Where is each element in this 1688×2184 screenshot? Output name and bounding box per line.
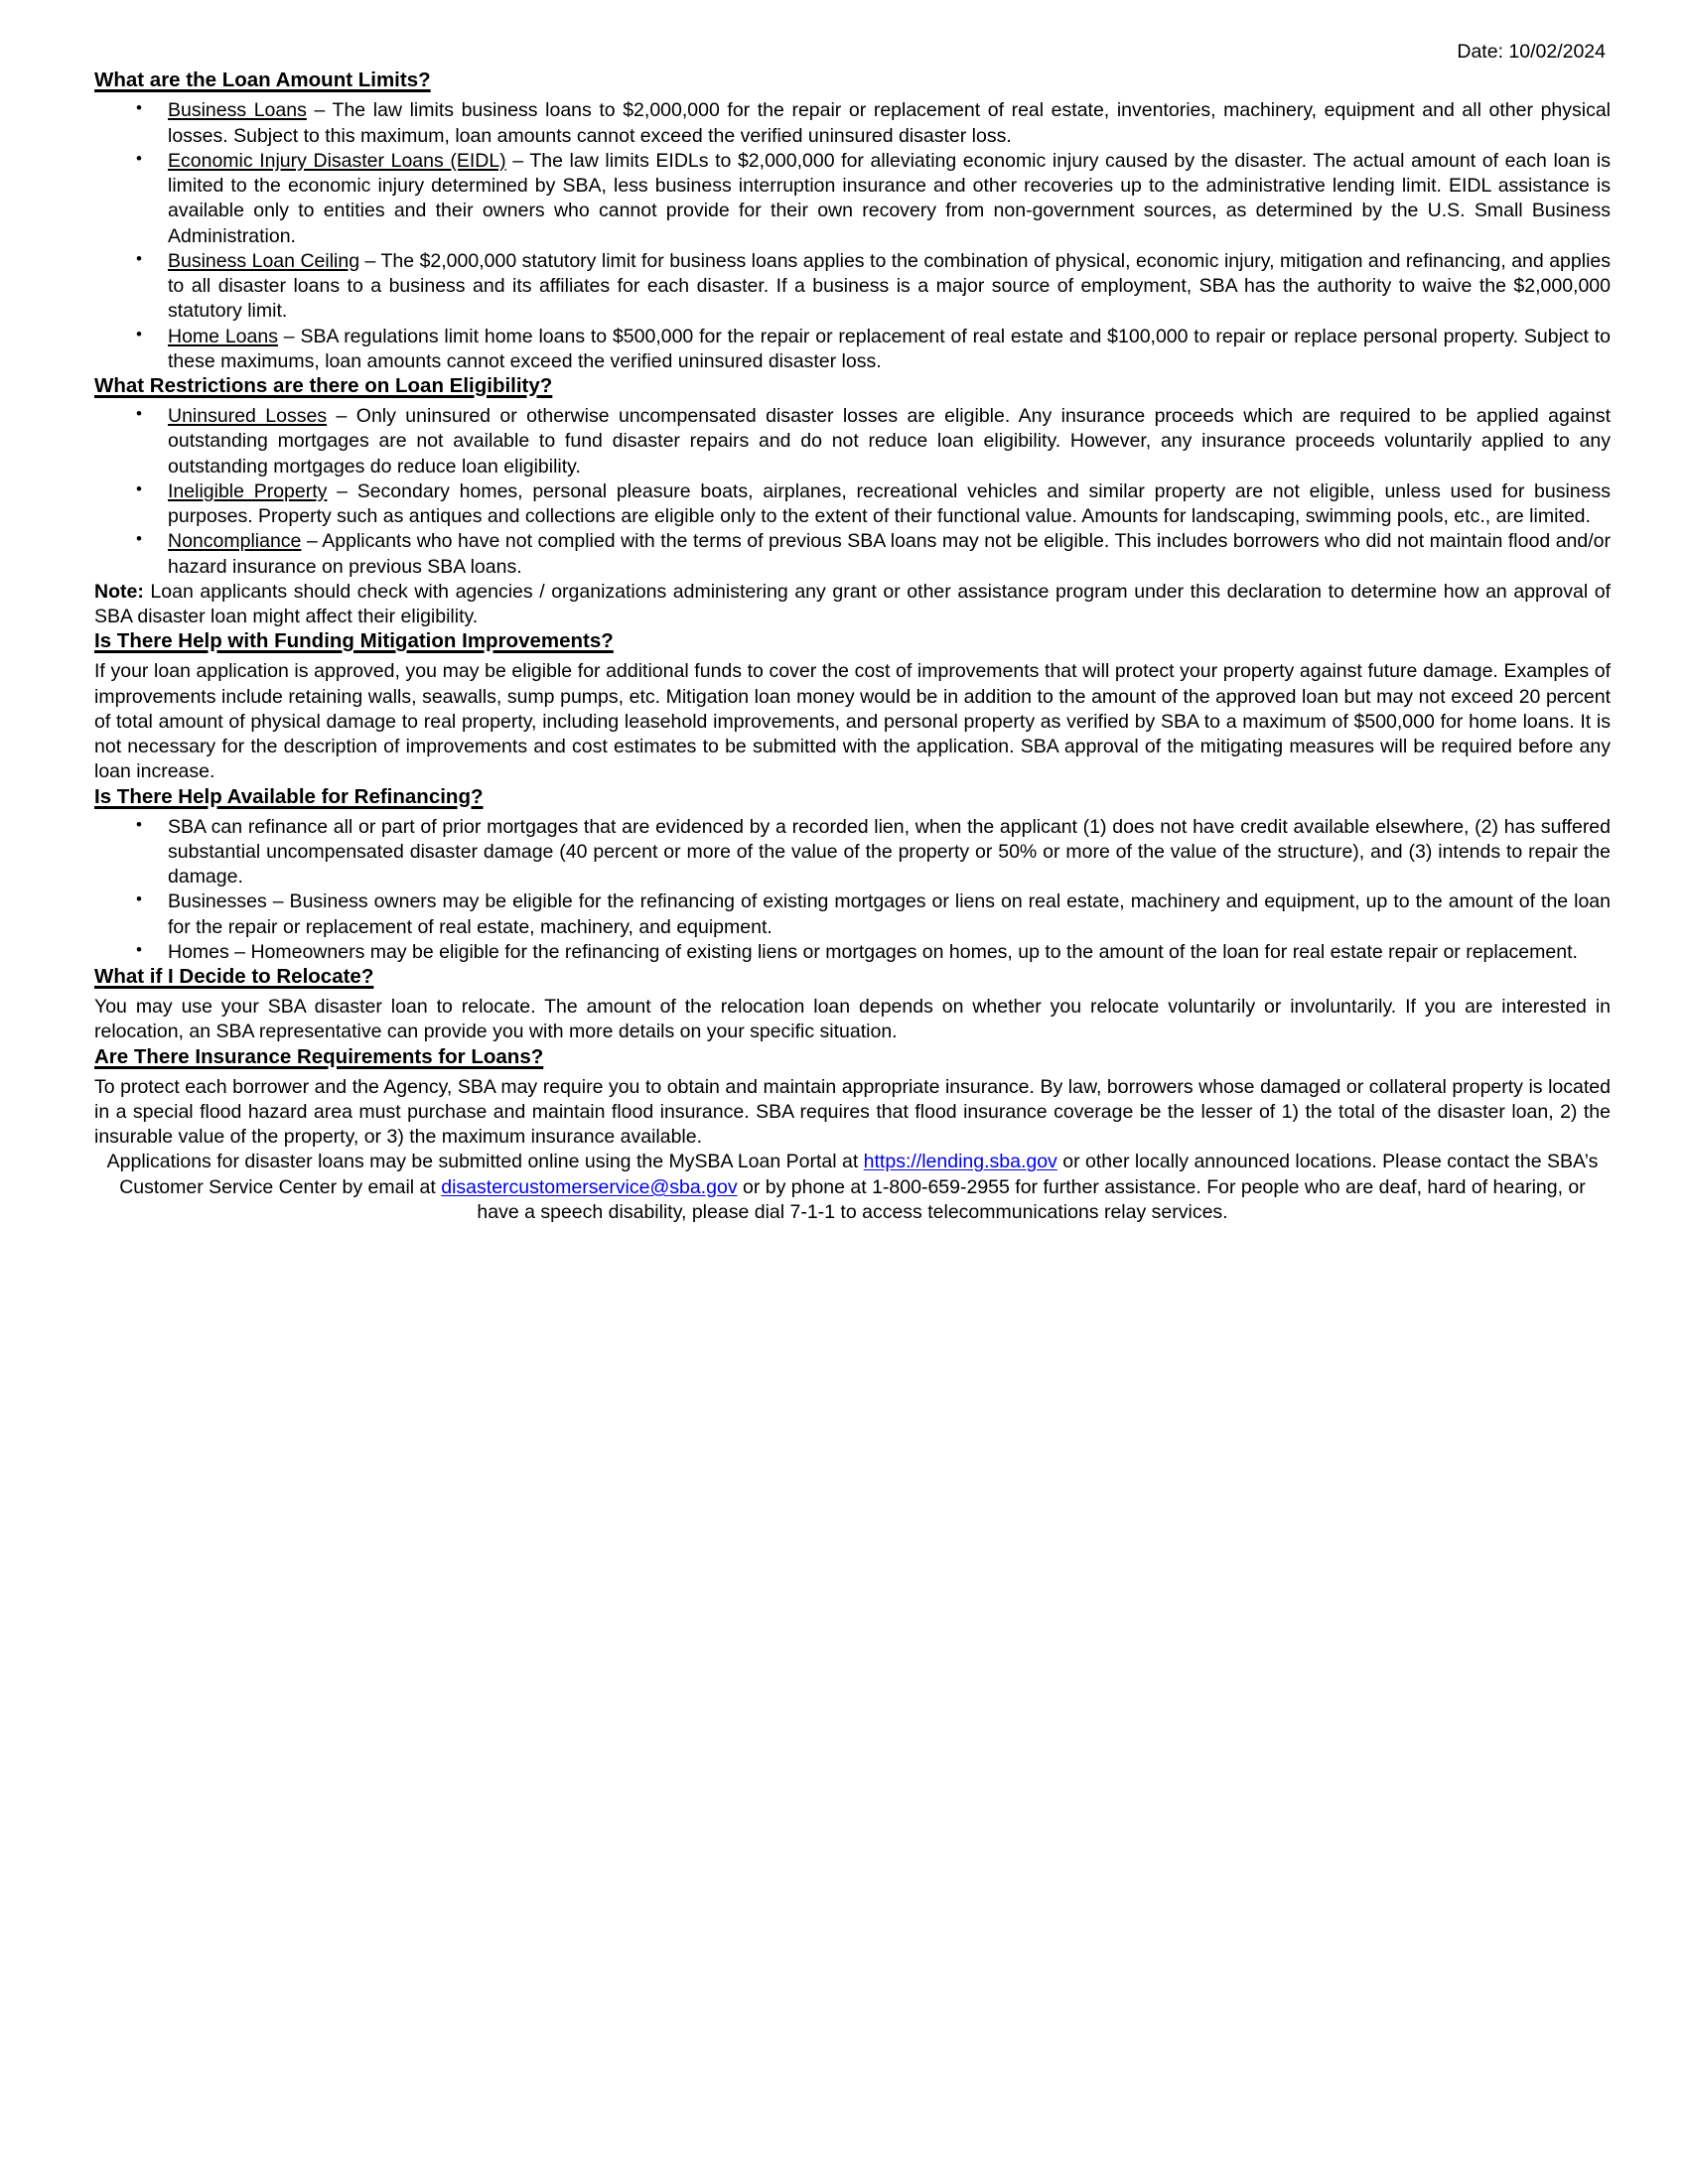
list-item — [94, 529, 1611, 580]
bullet-text: The law limits business loans to $2,000,000 for the repair or replacement of real estate, inventories, machinery, equipment and all other physical losses. Subject to this maximum, loan amounts cannot exceed the verified uninsured disaster loss. — [168, 99, 1612, 147]
bullet-text: Homes – Homeowners may be eligible for the refinancing of existing liens or mortgages on homes, up to the amount of the loan for real estate repair or replacement. — [168, 940, 1578, 963]
list-item — [94, 940, 1611, 965]
heading-mitigation-improvements — [94, 629, 1611, 653]
bullet-dash: – — [327, 405, 356, 428]
heading-insurance-requirements-text: Are There Insurance Requirements for Loans? — [94, 1044, 544, 1068]
note-label: Note: — [94, 580, 144, 603]
bullet-text: SBA can refinance all or part of prior mortgages that are evidenced by a recorded lien, when the applicant (1) does not have credit available elsewhere, (2) has suffered substantial uncompensated disaster damage (40 percent or more of the value of the property or 50% or more of the value of the structure), and (3) intends to repair the damage. — [168, 815, 1611, 888]
bullet-term: Economic Injury Disaster Loans (EIDL) — [168, 149, 506, 172]
bullet-term: Business Loan Ceiling — [168, 249, 360, 272]
list-item — [94, 815, 1611, 890]
list-refinancing — [94, 815, 1611, 966]
list-item — [94, 149, 1611, 249]
heading-relocate — [94, 965, 1611, 989]
list-loan-eligibility-restrictions — [94, 404, 1611, 580]
list-item — [94, 325, 1611, 375]
bullet-dash: – — [505, 149, 530, 172]
bullet-term: Uninsured Losses — [168, 405, 328, 428]
list-item — [94, 98, 1611, 149]
heading-mitigation-improvements-text: Is There Help with Funding Mitigation Improvements? — [94, 629, 614, 653]
heading-insurance-requirements — [94, 1045, 1611, 1069]
note-text: Loan applicants should check with agencies / organizations administering any grant or other assistance program under this declaration to determine how an approval of SBA disaster loan might affect their eligibility. — [94, 580, 1611, 628]
bullet-term: Noncompliance — [168, 530, 302, 553]
list-loan-amount-limits — [94, 98, 1611, 374]
list-item — [94, 404, 1611, 479]
bullet-text: Secondary homes, personal pleasure boats, airplanes, recreational vehicles and similar property are not eligible, unless used for business purposes. Property such as antiques and collections are eligible only to the extent of their functional value. Amounts for landscaping, swimming pools, etc., are limited. — [168, 479, 1611, 528]
customer-service-email-link[interactable]: disastercustomerservice@sba.gov — [441, 1175, 738, 1198]
heading-loan-eligibility-restrictions-text: What Restrictions are there on Loan Eligibility? — [94, 374, 553, 398]
bullet-text: Businesses – Business owners may be eligible for the refinancing of existing mortgages or liens on real estate, machinery and equipment, up to the amount of the loan for the repair or replacement of real estate, machinery, and equipment. — [168, 890, 1611, 938]
bullet-dash: – — [359, 249, 381, 272]
bullet-text: Applicants who have not complied with the terms of previous SBA loans may not be eligible. This includes borrowers who did not maintain flood and/or hazard insurance on previous SBA loans. — [168, 530, 1611, 578]
heading-refinancing — [94, 785, 1611, 809]
paragraph-mitigation-improvements: If your loan application is approved, you may be eligible for additional funds to cover the cost of improvements that will protect your property against future damage. Examples of improvements include retaining walls, seawalls, sump pumps, etc. Mitigation loan money would be in addition to the amount of the approved loan but may not exceed 20 percent of total amount of physical damage to real property, including leasehold improvements, and personal property as verified by SBA to a maximum of $500,000 for home loans. It is not necessary for the description of improvements and cost estimates to be submitted with the application. SBA approval of the mitigating measures will be required before any loan increase. — [94, 660, 1611, 783]
heading-loan-amount-limits-text: What are the Loan Amount Limits? — [94, 68, 431, 92]
bullet-term: Home Loans — [168, 325, 278, 347]
list-item — [94, 249, 1611, 325]
list-item — [94, 889, 1611, 940]
bullet-text: The $2,000,000 statutory limit for business loans applies to the combination of physical, economic injury, mitigation and refinancing, and applies to all disaster loans to a business and its affiliates for each disaster. If a business is a major source of employment, SBA has the authority to waive the $2,000,000 statutory limit. — [168, 249, 1612, 323]
bullet-text: SBA regulations limit home loans to $500,000 for the repair or replacement of real estate and $100,000 to repair or replace personal property. Subject to these maximums, loan amounts cannot exceed the verified uninsured disaster loss. — [168, 325, 1611, 372]
heading-loan-amount-limits — [94, 68, 1611, 92]
heading-relocate-text: What if I Decide to Relocate? — [94, 965, 374, 989]
footer-text-part2: or other locally announced locations. Please contact the SBA’s Customer Service Center by email at — [119, 1151, 1599, 1198]
bullet-term: Business Loans — [168, 99, 307, 122]
bullet-dash: – — [327, 479, 357, 502]
bullet-term: Ineligible Property — [168, 479, 328, 502]
footer-text-part1: Applications for disaster loans may be submitted online using the MySBA Loan Portal at — [106, 1151, 864, 1173]
footer-text-part3: or by phone at 1-800-659-2955 for further assistance. For people who are deaf, hard of hearing, or have a speech disability, please dial 7-1-1 to access telecommunications relay services. — [477, 1175, 1586, 1224]
list-item — [94, 479, 1611, 530]
bullet-text: Only uninsured or otherwise uncompensated disaster losses are eligible. Any insurance proceeds which are required to be applied against outstanding mortgages are not available to fund disaster repairs and do not reduce loan eligibility. However, any insurance proceeds voluntarily applied to any outstanding mortgages do reduce loan eligibility. — [168, 405, 1612, 478]
footer-contact-paragraph — [94, 1150, 1611, 1225]
bullet-text: The law limits EIDLs to $2,000,000 for alleviating economic injury caused by the disaster. The actual amount of each loan is limited to the economic injury determined by SBA, less business interruption insurance and other recoveries up to the administrative lending limit. EIDL assistance is available only to entities and their owners who cannot provide for their own recovery from non-government sources, as determined by the U.S. Small Business Administration. — [168, 149, 1612, 247]
document-date: Date: 10/02/2024 — [1457, 41, 1606, 63]
bullet-dash: – — [277, 325, 301, 347]
bullet-dash: – — [306, 99, 333, 122]
bullet-dash: – — [301, 530, 323, 553]
paragraph-insurance-requirements: To protect each borrower and the Agency, SBA may require you to obtain and maintain appropriate insurance. By law, borrowers whose damaged or collateral property is located in a special flood hazard area must purchase and maintain flood insurance. SBA requires that flood insurance coverage be the lesser of 1) the total of the disaster loan, 2) the insurable value of the property, or 3) the maximum insurance available. — [94, 1075, 1611, 1149]
note-paragraph — [94, 580, 1611, 630]
paragraph-relocate: You may use your SBA disaster loan to relocate. The amount of the relocation loan depends on whether you relocate voluntarily or involuntarily. If you are interested in relocation, an SBA representative can provide you with more details on your specific situation. — [94, 996, 1611, 1043]
mysba-portal-link[interactable]: https://lending.sba.gov — [863, 1151, 1057, 1173]
heading-refinancing-text: Is There Help Available for Refinancing? — [94, 784, 484, 808]
heading-loan-eligibility-restrictions — [94, 374, 1611, 398]
